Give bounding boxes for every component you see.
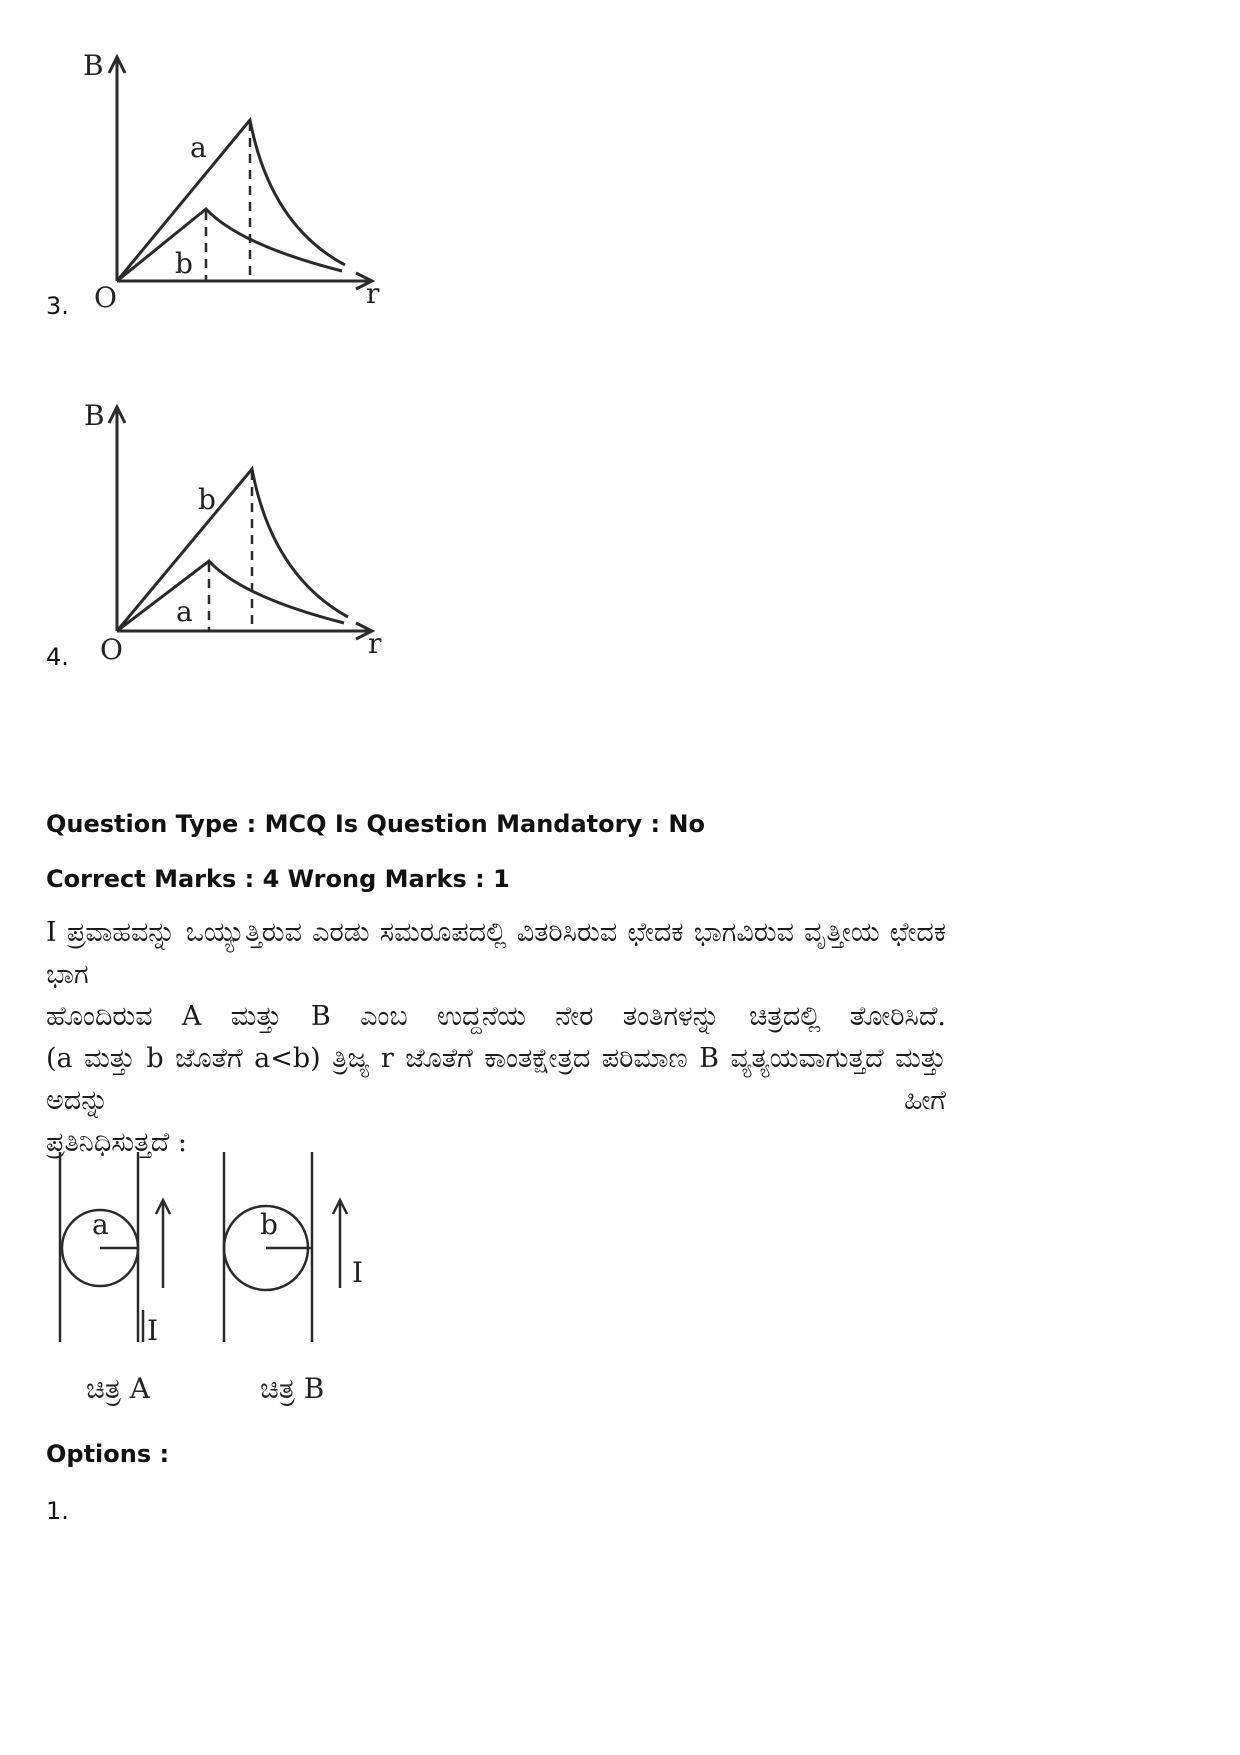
- curve-upper: [117, 469, 348, 631]
- figure-caption: ಚಿತ್ರ B: [260, 1372, 325, 1405]
- curve-lower: [117, 561, 344, 631]
- lower-curve-label: b: [175, 247, 193, 280]
- origin-label: O: [94, 281, 117, 314]
- question-text-line: (a ಮತ್ತು b ಜೊತೆಗೆ a<b) ತ್ರಿಜ್ಯ r ಜೊತೆಗೆ ಕಾಂತಕ್ಷೇತ್ರದ ಪರಿಮಾಣ B ವ್ಯತ್ಯಯವಾಗುತ್ತದೆ ಮತ್ತು ಅದನ್ನು ಹೀಗೆ: [46, 1043, 946, 1116]
- marks-line: Correct Marks : 4 Wrong Marks : 1: [46, 865, 510, 893]
- lower-curve-label: a: [176, 595, 193, 628]
- question-type-line: Question Type : MCQ Is Question Mandatory : No: [46, 810, 705, 838]
- upper-curve-label: a: [190, 131, 207, 164]
- upper-curve-label: b: [198, 483, 216, 516]
- current-label: I: [147, 1314, 159, 1347]
- radius-label: b: [260, 1208, 278, 1241]
- x-axis-label: r: [368, 627, 382, 660]
- current-label: I: [352, 1256, 364, 1289]
- question-text-line: ಪ್ರತಿನಿಧಿಸುತ್ತದೆ :: [46, 1127, 187, 1158]
- curve-lower: [117, 209, 342, 281]
- figure-a: [60, 1152, 170, 1406]
- option-1-number: 1.: [46, 1497, 69, 1525]
- options-heading: Options :: [46, 1440, 170, 1468]
- y-axis-label: B: [84, 399, 105, 432]
- option-4-graph: [80, 395, 400, 665]
- question-text: [46, 912, 946, 1164]
- wire-figure: [50, 1150, 380, 1410]
- question-text-line: I ಪ್ರವಾಹವನ್ನು ಒಯ್ಯುತ್ತಿರುವ ಎರಡು ಸಮರೂಪದಲ್ಲಿ ವಿತರಿಸಿರುವ ಛೇದಕ ಭಾಗವಿರುವ ವೃತ್ತೀಯ ಛೇದಕ ಭಾಗ: [46, 917, 946, 990]
- radius-label: a: [92, 1208, 109, 1241]
- origin-label: O: [100, 633, 123, 665]
- option-3-graph: [80, 45, 400, 315]
- option-3-number: 3.: [46, 292, 69, 320]
- curve-upper: [117, 120, 345, 281]
- figure-b: [224, 1152, 363, 1406]
- question-text-line: ಹೊಂದಿರುವ A ಮತ್ತು B ಎಂಬ ಉದ್ದನೆಯ ನೇರ ತಂತಿಗಳನ್ನು ಚಿತ್ರದಲ್ಲಿ ತೋರಿಸಿದೆ.: [46, 1001, 946, 1032]
- option-4-number: 4.: [46, 643, 69, 671]
- x-axis-label: r: [366, 277, 380, 310]
- y-axis-label: B: [83, 49, 104, 82]
- figure-caption: ಚಿತ್ರ A: [86, 1372, 150, 1405]
